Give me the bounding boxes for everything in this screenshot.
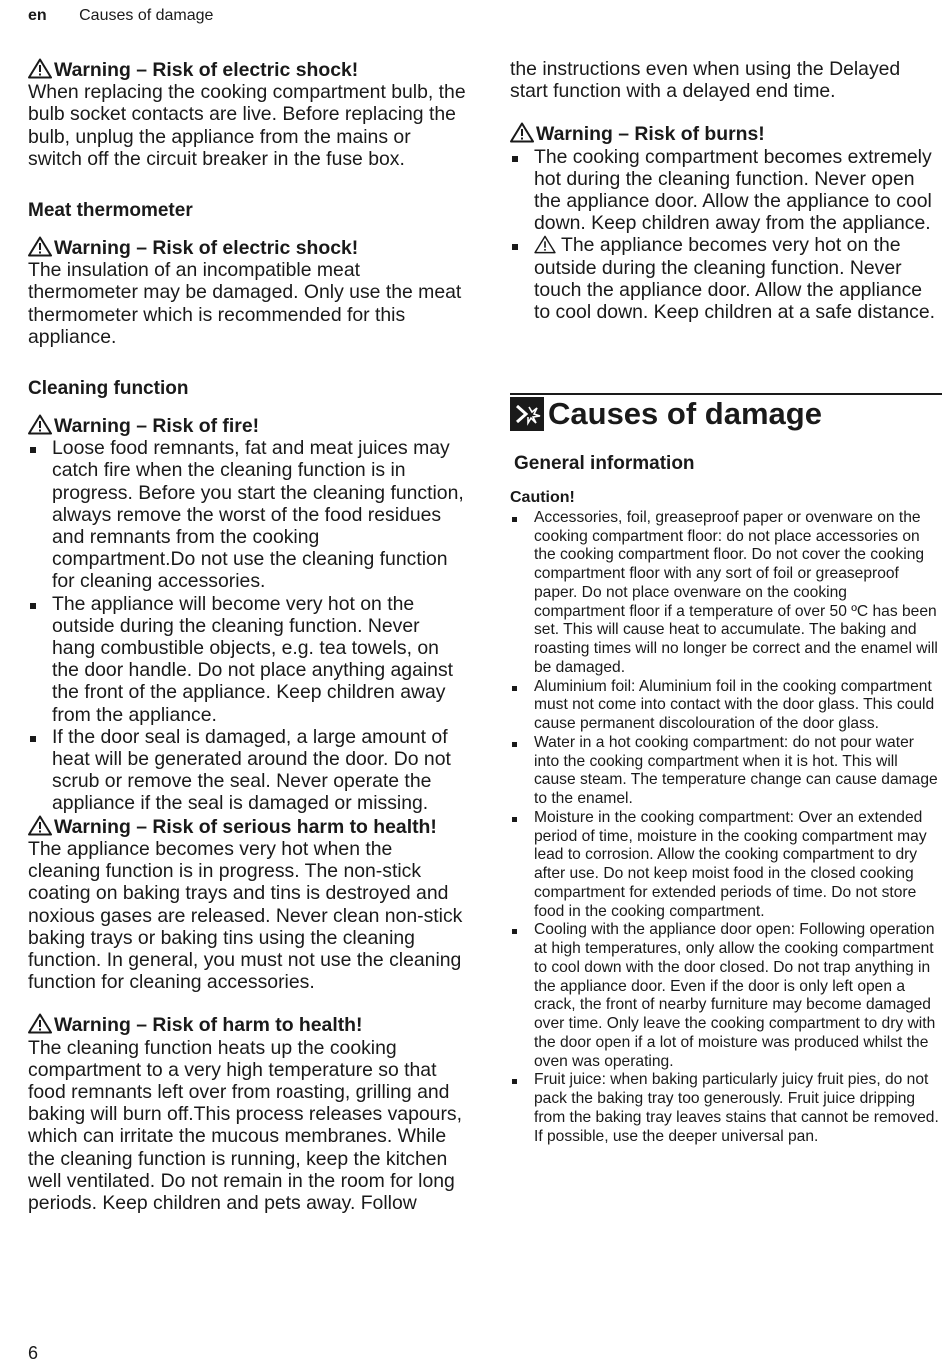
heading-cleaning-function: Cleaning function (28, 378, 189, 400)
warning-text: The appliance becomes very hot when the cleaning function is in progress. The non-stick coating on baking trays and tins is destroyed and noxious gases are released. Never clean non-stick baking trays or baking tins using the cleaning function. In general, you must not use the cleaning function for cleaning accessories. (28, 837, 463, 994)
caution-block (510, 489, 942, 1146)
list-item: The appliance will become very hot on the outside during the cleaning function. Never hang combustible objects, e.g. tea towels, on the door handle. Do not place anything against the front of the appliance. Keep children away from the appliance. (28, 593, 468, 726)
continued-text: the instructions even when using the Delayed start function with a delayed end time. (510, 58, 901, 103)
warning-title: Warning – Risk of electric shock! (28, 58, 468, 81)
warning-text: When replacing the cooking compartment bulb, the bulb socket contacts are live. Before replacing the bulb, unplug the appliance from the mains or switch off the circuit breaker in the fuse box. (28, 81, 466, 170)
list-item: Aluminium foil: Aluminium foil in the cooking compartment must not come into contact with the door glass. This could cause permanent discolouration of the door glass. (510, 678, 942, 734)
warning-triangle-icon (28, 236, 52, 257)
warning-triangle-icon (28, 1013, 52, 1034)
caution-label: Caution! (510, 489, 575, 507)
warning-title: Warning – Risk of electric shock! (28, 236, 468, 259)
bullet-list (28, 437, 468, 814)
list-item: Water in a hot cooking compartment: do not pour water into the cooking compartment when it is hot. This will cause steam. The temperature change can cause damage to the enamel. (510, 734, 942, 809)
list-item: The cooking compartment becomes extremely hot during the cleaning function. Never open the appliance door. Allow the appliance to cool down. Keep children away from the appliance. (510, 146, 942, 235)
list-item: Cooling with the appliance door open: Following operation at high temperatures, only allow the cooking compartment to cool down with the door closed. Do not trap anything in the appliance door. Even if the door is only left open a crack, the front of nearby furniture may become damaged over time. Only leave the cooking compartment to dry with the door open if a lot of moisture was produced whilst the oven was operating. (510, 921, 942, 1071)
warning-title: Warning – Risk of fire! (28, 414, 468, 437)
section-title: Causes of damage (548, 396, 822, 432)
bullet-list (510, 509, 942, 1147)
list-item: Fruit juice: when baking particularly juicy fruit pies, do not pack the baking tray too generously. Fruit juice dripping from the baking tray leaves stains that cannot be removed. If possible, use the deeper universal pan. (510, 1071, 942, 1146)
list-item: The appliance becomes very hot on the outside during the cleaning function. Never touch the appliance door. Allow the appliance to cool down. Keep children at a safe distance. (510, 234, 942, 323)
page-number: 6 (28, 1343, 39, 1363)
language-code: en (28, 7, 47, 24)
right-column (510, 58, 942, 1146)
warning-title: Warning – Risk of serious harm to health! (28, 815, 468, 838)
heading-meat-thermometer: Meat thermometer (28, 200, 193, 222)
list-item: Loose food remnants, fat and meat juices may catch fire when the cleaning function is in progress. Before you start the cleaning function, always remove the worst of the food residues and remnants from the cooking compartment.Do not use the cleaning function for cleaning accessories. (28, 437, 468, 592)
warning-triangle-icon (28, 815, 52, 836)
warning-triangle-icon (534, 235, 556, 254)
bullet-list (510, 146, 942, 324)
warning-text: The cleaning function heats up the cooking compartment to a very high temperature so that food remnants left over from roasting, grilling and baking will burn off.This process releases vapours, which can irritate the mucous membranes. While the cleaning function is running, keep the kitchen well ventilated. Do not remain in the room for long periods. Keep children and pets away. Follow (28, 1036, 462, 1214)
heading-general-information: General information (514, 453, 695, 475)
warning-title: Warning – Risk of burns! (510, 122, 942, 145)
page-header (28, 7, 213, 25)
damage-icon (510, 397, 544, 431)
list-item: Moisture in the cooking compartment: Over an extended period of time, moisture in the cooking compartment may lead to corrosion. Allow the cooking compartment to dry after use. Do not keep moist food in the closed cooking compartment for extended periods of time. Do not store food in the cooking compartment. (510, 809, 942, 922)
list-item: If the door seal is damaged, a large amount of heat will be generated around the door. Do not scrub or remove the seal. Never operate the appliance if the seal is damaged or missing. (28, 726, 468, 815)
warning-triangle-icon (28, 414, 52, 435)
left-column (28, 58, 468, 1214)
header-section-title: Causes of damage (79, 7, 214, 24)
list-item: Accessories, foil, greaseproof paper or ovenware on the cooking compartment floor: do not place accessories on the cooking compartment floor. Do not cover the cooking compartment floor with any sort of foil or greaseproof paper. Do not place ovenware on the cooking compartment floor if a temperature of over 50 ºC has been set. This will cause heat to accumulate. The baking and roasting times will no longer be correct and the enamel will be damaged. (510, 509, 942, 678)
warning-title: Warning – Risk of harm to health! (28, 1013, 468, 1036)
warning-triangle-icon (28, 58, 52, 79)
section-header (510, 393, 942, 433)
warning-triangle-icon (510, 122, 534, 143)
warning-text: The insulation of an incompatible meat thermometer may be damaged. Only use the meat thermometer which is recommended for this appliance. (28, 259, 462, 348)
